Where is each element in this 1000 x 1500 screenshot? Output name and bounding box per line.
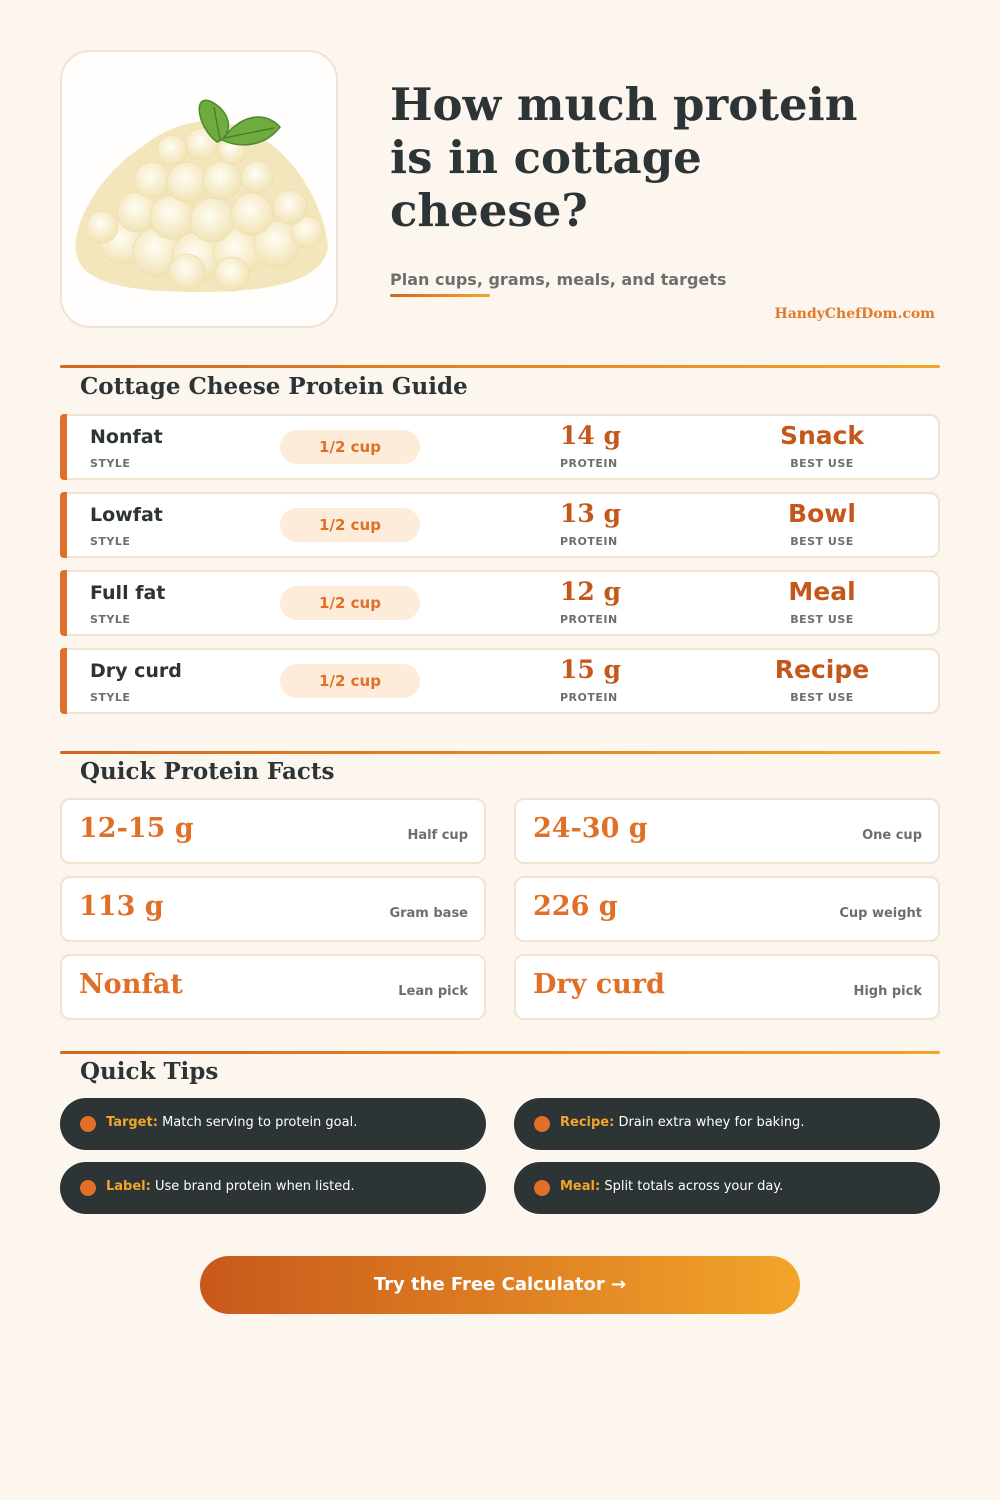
serving-pill: 1/2 cup [280, 664, 420, 698]
section-divider [60, 751, 940, 754]
fact-value: 113 g [79, 891, 164, 922]
fact-card [60, 876, 486, 942]
bullet-dot-icon [80, 1116, 96, 1132]
fact-label: Lean pick [398, 984, 468, 999]
brand-link[interactable]: HandyChefDom.com [774, 306, 935, 322]
section-divider [60, 365, 940, 368]
style-caption: STYLE [90, 691, 131, 704]
row-accent-bar [60, 570, 67, 636]
protein-caption: PROTEIN [560, 457, 618, 470]
cottage-cheese-illustration [62, 52, 340, 330]
tip-text [560, 1115, 804, 1130]
tip-body: Split totals across your day. [604, 1179, 784, 1194]
serving-pill: 1/2 cup [280, 586, 420, 620]
style-name: Dry curd [90, 660, 182, 682]
style-name: Nonfat [90, 426, 163, 448]
bullet-dot-icon [534, 1180, 550, 1196]
style-caption: STYLE [90, 613, 131, 626]
protein-caption: PROTEIN [560, 613, 618, 626]
best-use-caption: BEST USE [790, 613, 854, 626]
fact-value: 12-15 g [79, 813, 194, 844]
tip-key: Meal: [560, 1179, 601, 1194]
protein-value: 14 g [560, 421, 621, 450]
tips-heading: Quick Tips [80, 1058, 219, 1085]
page-title: How much protein is in cottage cheese? [390, 78, 858, 237]
style-caption: STYLE [90, 535, 131, 548]
fact-value: 24-30 g [533, 813, 648, 844]
tip-key: Target: [106, 1115, 158, 1130]
best-use-value: Bowl [788, 499, 856, 528]
fact-card [514, 876, 940, 942]
tip-text [106, 1179, 355, 1194]
guide-row [60, 648, 940, 714]
tip-card [60, 1098, 486, 1150]
best-use-caption: BEST USE [790, 457, 854, 470]
protein-caption: PROTEIN [560, 691, 618, 704]
best-use-caption: BEST USE [790, 535, 854, 548]
guide-row [60, 570, 940, 636]
page-subtitle: Plan cups, grams, meals, and targets [390, 270, 727, 289]
protein-caption: PROTEIN [560, 535, 618, 548]
best-use-caption: BEST USE [790, 691, 854, 704]
section-divider [60, 1051, 940, 1054]
subtitle-underline [390, 294, 490, 297]
fact-value: 226 g [533, 891, 618, 922]
tip-body: Drain extra whey for baking. [618, 1115, 805, 1130]
tip-card [60, 1162, 486, 1214]
best-use-value: Recipe [774, 655, 870, 684]
fact-label: Cup weight [839, 906, 922, 921]
fact-card [514, 798, 940, 864]
hero-image-frame [60, 50, 338, 328]
protein-value: 13 g [560, 499, 621, 528]
row-accent-bar [60, 414, 67, 480]
row-accent-bar [60, 492, 67, 558]
row-accent-bar [60, 648, 67, 714]
bullet-dot-icon [80, 1180, 96, 1196]
fact-value: Nonfat [79, 969, 183, 1000]
style-name: Full fat [90, 582, 166, 604]
fact-card [60, 798, 486, 864]
serving-pill: 1/2 cup [280, 430, 420, 464]
free-calculator-button[interactable]: Try the Free Calculator → [200, 1256, 800, 1314]
tip-card [514, 1098, 940, 1150]
tip-card [514, 1162, 940, 1214]
tip-text [106, 1115, 357, 1130]
protein-value: 15 g [560, 655, 621, 684]
fact-label: High pick [853, 984, 922, 999]
fact-value: Dry curd [533, 969, 665, 1000]
tip-text [560, 1179, 783, 1194]
fact-card [514, 954, 940, 1020]
fact-card [60, 954, 486, 1020]
best-use-value: Snack [779, 421, 865, 450]
guide-row [60, 414, 940, 480]
fact-label: One cup [862, 828, 922, 843]
style-caption: STYLE [90, 457, 131, 470]
fact-label: Half cup [407, 828, 468, 843]
protein-value: 12 g [560, 577, 621, 606]
style-name: Lowfat [90, 504, 163, 526]
best-use-value: Meal [788, 577, 856, 606]
bullet-dot-icon [534, 1116, 550, 1132]
tip-body: Match serving to protein goal. [162, 1115, 358, 1130]
facts-heading: Quick Protein Facts [80, 758, 335, 785]
guide-row [60, 492, 940, 558]
tip-body: Use brand protein when listed. [154, 1179, 355, 1194]
guide-heading: Cottage Cheese Protein Guide [80, 373, 468, 400]
tip-key: Label: [106, 1179, 151, 1194]
fact-label: Gram base [389, 906, 468, 921]
serving-pill: 1/2 cup [280, 508, 420, 542]
tip-key: Recipe: [560, 1115, 615, 1130]
